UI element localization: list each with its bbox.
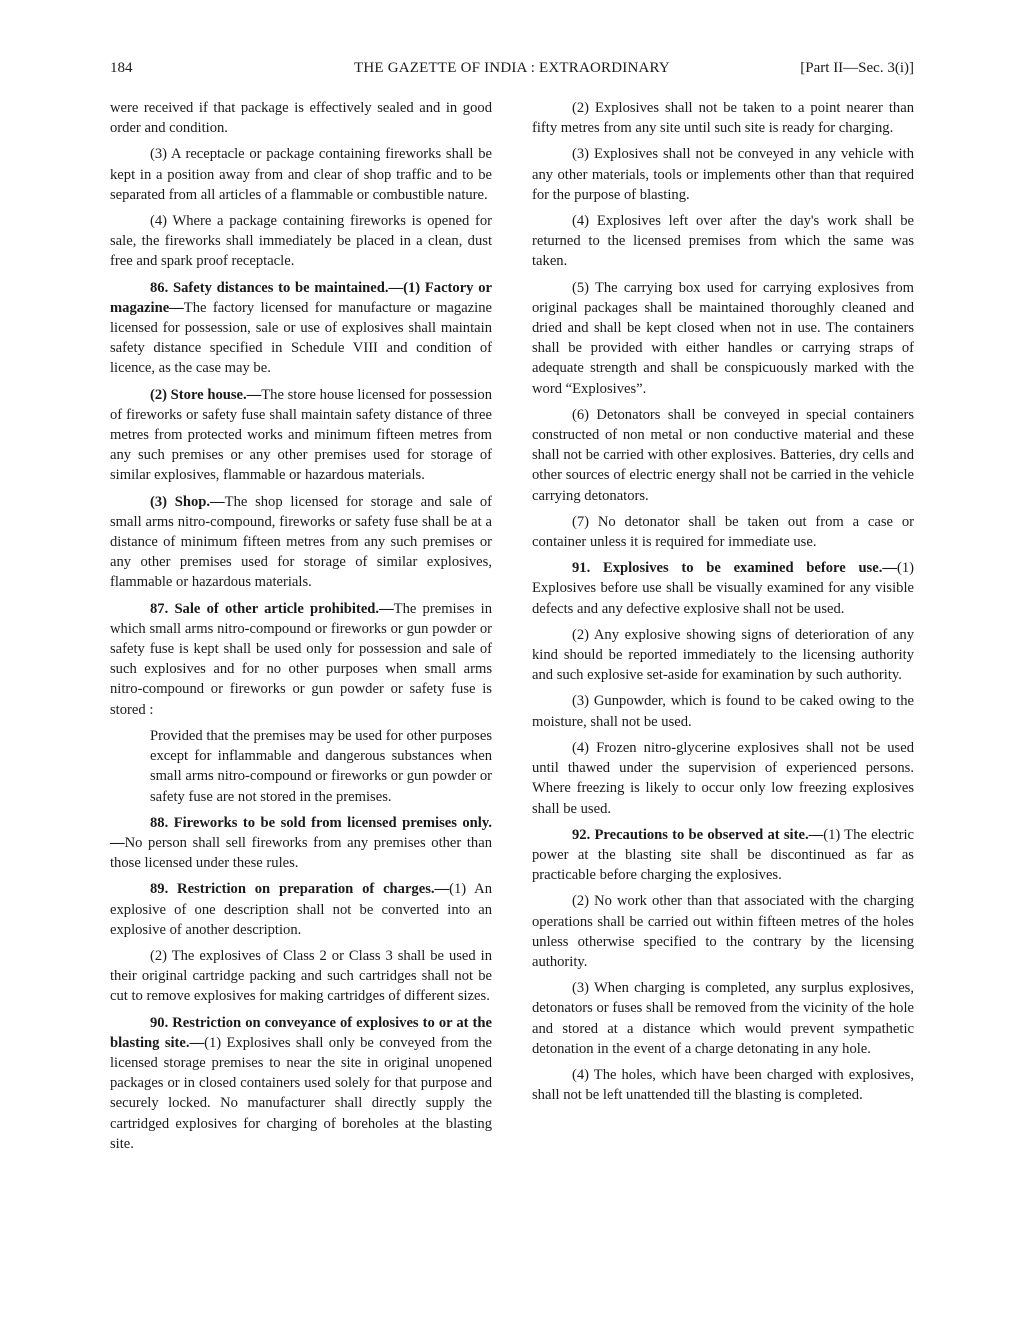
paragraph: (2) The explosives of Class 2 or Class 3 shall be used in their original cartridge packing and such cartridges shall not be cut to remove explosives for making cartridges of different sizes. [110, 947, 492, 1005]
paragraph: were received if that package is effectively sealed and in good order and condition. [110, 100, 492, 137]
rule-heading: 88. Fireworks to be sold from licensed premises only.— [110, 814, 492, 851]
paragraph: (3) A receptacle or package containing fireworks shall be kept in a position away from and clear of shop traffic and to be separated from all articles of a flammable or combustible nature. [110, 146, 492, 203]
paragraph: (3) When charging is completed, any surplus explosives, detonators or fuses shall be removed from the vicinity of the hole and stored at a distance which would prevent sympathetic detonation in the event of a charge detonating in any hole. [532, 980, 914, 1057]
gazette-title: THE GAZETTE OF INDIA : EXTRAORDINARY [354, 60, 670, 76]
left-column [110, 98, 492, 1160]
page-number: 184 [110, 60, 133, 76]
rule-86-3: (3) Shop.—The shop licensed for storage and sale of small arms nitro-compound, fireworks or safety fuse shall be at a distance of minimum fifteen metres from any such premises or any other premises used for storage of similar explosives, flammable or hazardous materials. [110, 493, 492, 591]
sub-heading: (3) Shop.— [150, 493, 225, 510]
paragraph: (3) Gunpowder, which is found to be caked owing to the moisture, shall not be used. [532, 693, 914, 730]
rule-heading: 86. Safety distances to be maintained.—(1) Factory or magazine— [110, 279, 492, 316]
paragraph: (2) Explosives shall not be taken to a point nearer than fifty metres from any site until such site is ready for charging. [532, 100, 914, 137]
rule-heading: 92. Precautions to be observed at site.— [572, 826, 824, 843]
sub-heading: (2) Store house.— [150, 386, 262, 403]
paragraph: (4) Frozen nitro-glycerine explosives shall not be used until thawed under the supervision of experienced persons. Where freezing is likely to occur only low freezing explosives shall be used. [532, 739, 914, 817]
paragraph: (4) The holes, which have been charged with explosives, shall not be left unattended till the blasting is completed. [532, 1066, 914, 1104]
paragraph: (7) No detonator shall be taken out from a case or container unless it is required for immediate use. [532, 513, 914, 551]
rule-87: 87. Sale of other article prohibited.—The premises in which small arms nitro-compound or fireworks or gun powder or safety fuse is kept shall be used only for possession and sale of such explosives and for no other purposes when small arms nitro-compound or fireworks or gun powder or safety fuse is stored : [110, 600, 492, 718]
proviso: Provided that the premises may be used for other purposes except for inflammable and dangerous substances when small arms nitro-compound or fireworks or gun powder or safety fuse are not stored in the premises. [150, 727, 492, 805]
rule-heading: 90. Restriction on conveyance of explosives to or at the blasting site.— [110, 1014, 492, 1051]
paragraph: (5) The carrying box used for carrying explosives from original packages shall be maintained thoroughly cleaned and dried and shall be kept closed when not in use. The containers shall be provided with either handles or carrying straps of adequate strength and shall be conspicuously marked with the word “Explosives”. [532, 279, 914, 397]
rule-89: 89. Restriction on preparation of charges.—(1) An explosive of one description shall not be converted into an explosive of another description. [110, 881, 492, 938]
paragraph: (3) Explosives shall not be conveyed in any vehicle with any other materials, tools or implements other than that required for the purpose of blasting. [532, 146, 914, 203]
paragraph: (2) Any explosive showing signs of deterioration of any kind should be reported immediately to the licensing authority and such explosive set-aside for examination by such authority. [532, 626, 914, 684]
rule-86: 86. Safety distances to be maintained.—(1) Factory or magazine—The factory licensed for manufacture or magazine licensed for possession, sale or use of explosives shall maintain safety distance specified in Schedule VIII and condition of licence, as the case may be. [110, 279, 492, 377]
paragraph: (4) Where a package containing fireworks is opened for sale, the fireworks shall immediately be placed in a clean, dust free and spark proof receptacle. [110, 213, 492, 270]
part-section: [Part II—Sec. 3(i)] [800, 60, 914, 76]
right-column [532, 98, 914, 1111]
rule-heading: 87. Sale of other article prohibited.— [150, 600, 394, 617]
running-header [110, 60, 914, 82]
rule-88: 88. Fireworks to be sold from licensed premises only.—No person shall sell fireworks from any premises other than those licensed under these rules. [110, 814, 492, 872]
paragraph: (4) Explosives left over after the day's work shall be returned to the licensed premises from which the same was taken. [532, 213, 914, 270]
paragraph: (6) Detonators shall be conveyed in special containers constructed of non metal or non conductive material and these shall not be carried with other explosives. Batteries, dry cells and other sources of electric energy shall not be carried in the vehicle carrying detonators. [532, 406, 914, 504]
paragraph: (2) No work other than that associated with the charging operations shall be carried out within fifteen metres of the holes unless otherwise specified to the contrary by the licensing authority. [532, 893, 914, 970]
rule-heading: 91. Explosives to be examined before use.— [572, 560, 897, 577]
rule-90: 90. Restriction on conveyance of explosives to or at the blasting site.—(1) Explosives shall only be conveyed from the licensed storage premises to near the site in original unopened packages or in closed containers used solely for that purpose and securely locked. No manufacturer shall directly supply the cartridged explosives for charging of boreholes at the blasting site. [110, 1014, 493, 1152]
rule-91: 91. Explosives to be examined before use.—(1) Explosives before use shall be visually examined for any visible defects and any defective explosive shall not be used. [532, 560, 914, 617]
rule-heading: 89. Restriction on preparation of charges.— [150, 881, 450, 898]
rule-86-2: (2) Store house.—The store house licensed for possession of fireworks or safety fuse shall maintain safety distance of three metres from protected works and minimum fifteen metres from any such premises or any other premises used for storage of similar explosives, flammable or hazardous materials. [110, 386, 492, 484]
rule-92: 92. Precautions to be observed at site.—(1) The electric power at the blasting site shall be discontinued as far as practicable before charging the explosives. [532, 826, 915, 884]
